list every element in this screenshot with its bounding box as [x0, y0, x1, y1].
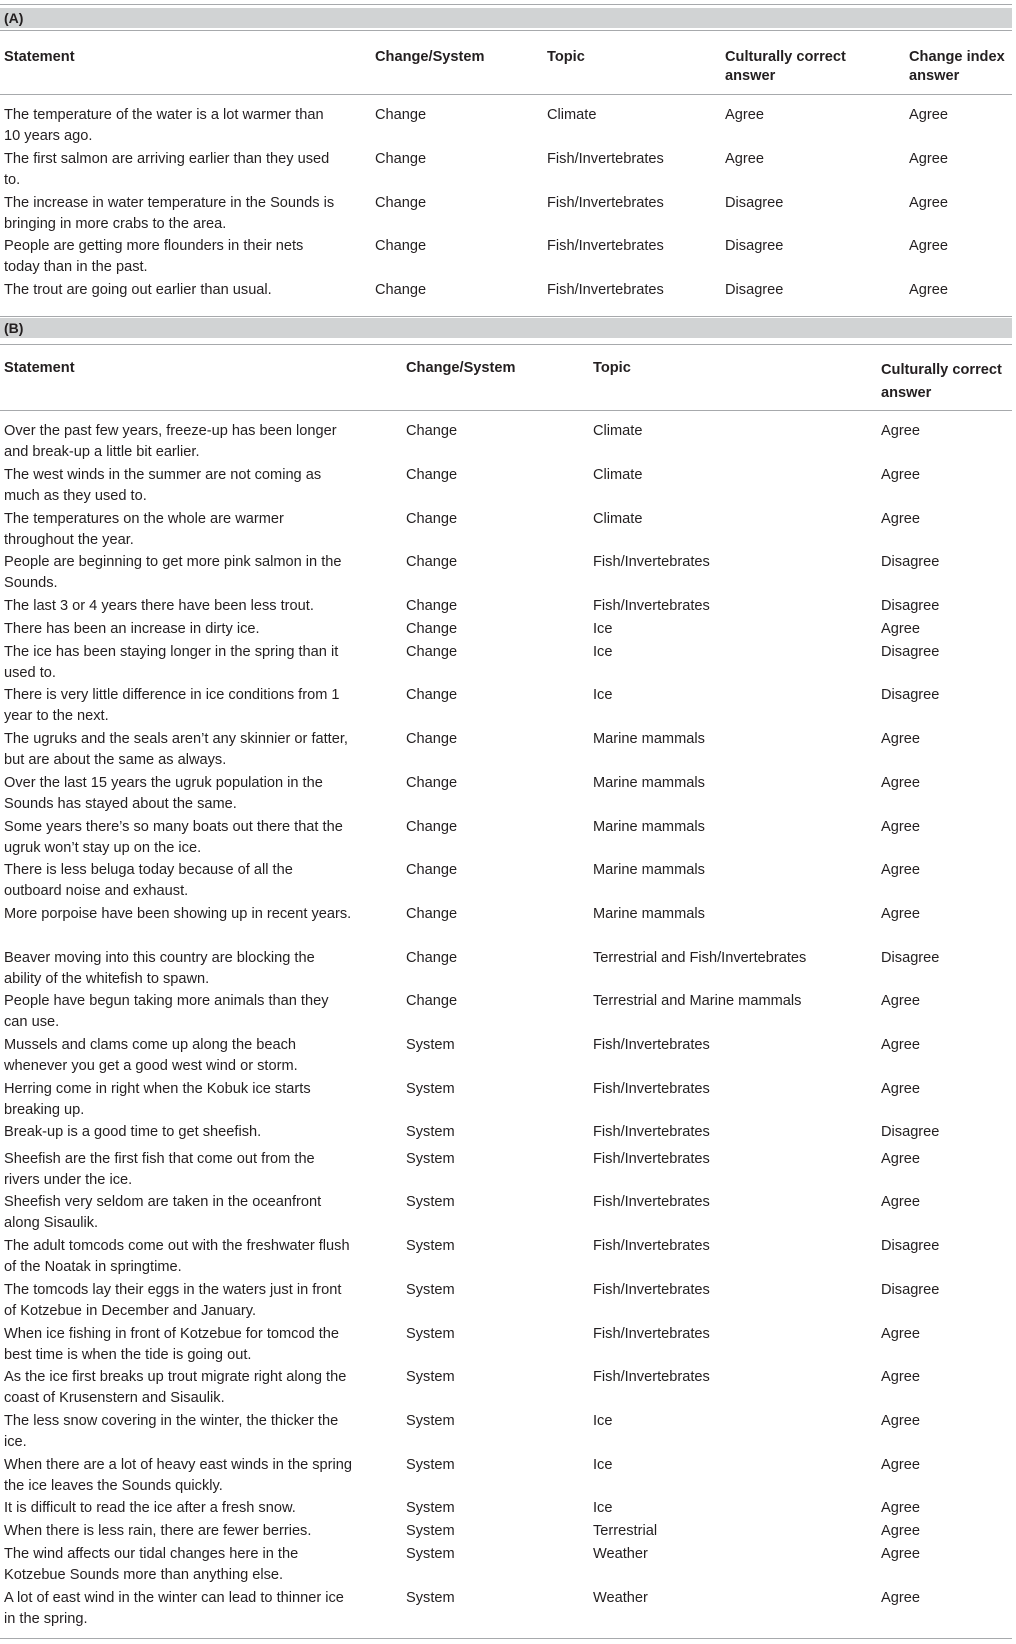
change-system-cell: Change — [375, 282, 427, 298]
topic-cell: Ice — [593, 621, 613, 637]
culturally-correct-cell: Agree — [881, 1326, 920, 1342]
culturally-correct-cell: Agree — [725, 151, 764, 167]
rule — [0, 94, 1012, 95]
rule — [0, 316, 1012, 317]
culturally-correct-cell: Agree — [881, 1037, 920, 1053]
topic-cell: Fish/Invertebrates — [593, 1369, 710, 1385]
statement-cell: The wind affects our tidal changes here in the Kotzebue Sounds more than anything else. — [4, 1546, 299, 1583]
culturally-correct-cell: Disagree — [881, 1124, 940, 1140]
statement-cell: People have begun taking more animals than they can use. — [4, 993, 329, 1030]
statement-cell: Sheefish very seldom are taken in the oceanfront along Sisaulik. — [4, 1194, 322, 1231]
change-system-cell: Change — [406, 687, 458, 703]
topic-cell: Ice — [593, 644, 613, 660]
culturally-correct-cell: Agree — [881, 862, 920, 878]
header-topic: Topic — [593, 360, 631, 376]
culturally-correct-cell: Agree — [881, 511, 920, 527]
statement-cell: The temperature of the water is a lot warmer than 10 years ago. — [4, 107, 324, 144]
culturally-correct-cell: Disagree — [881, 950, 940, 966]
statement-cell: When there is less rain, there are fewer berries. — [4, 1523, 312, 1539]
statement-cell: The ugruks and the seals aren’t any skinnier or fatter, but are about the same as always. — [4, 731, 348, 768]
change-system-cell: System — [406, 1457, 455, 1473]
header-change-system: Change/System — [406, 360, 516, 376]
topic-cell: Marine mammals — [593, 906, 705, 922]
culturally-correct-cell: Agree — [881, 1369, 920, 1385]
culturally-correct-cell: Disagree — [881, 687, 940, 703]
topic-cell: Ice — [593, 1413, 613, 1429]
statement-cell: As the ice first breaks up trout migrate right along the coast of Krusenstern and Sisaulik. — [4, 1369, 347, 1406]
culturally-correct-cell: Agree — [881, 1194, 920, 1210]
header-statement: Statement — [4, 49, 75, 65]
change-system-cell: System — [406, 1037, 455, 1053]
statement-cell: When ice fishing in front of Kotzebue for tomcod the best time is when the tide is going out. — [4, 1326, 340, 1363]
statement-cell: There has been an increase in dirty ice. — [4, 621, 260, 637]
header-change-index: Change index answer — [909, 49, 1005, 84]
topic-cell: Climate — [593, 511, 643, 527]
culturally-correct-cell: Agree — [881, 1457, 920, 1473]
topic-cell: Fish/Invertebrates — [547, 238, 664, 254]
statement-cell: The tomcods lay their eggs in the waters just in front of Kotzebue in December and January. — [4, 1282, 342, 1319]
topic-cell: Terrestrial and Marine mammals — [593, 993, 802, 1009]
culturally-correct-cell: Disagree — [725, 238, 784, 254]
change-system-cell: Change — [406, 993, 458, 1009]
topic-cell: Weather — [593, 1546, 648, 1562]
change-system-cell: Change — [406, 554, 458, 570]
topic-cell: Fish/Invertebrates — [593, 598, 710, 614]
statement-cell: Break-up is a good time to get sheefish. — [4, 1124, 262, 1140]
culturally-correct-cell: Disagree — [881, 598, 940, 614]
header-topic: Topic — [547, 49, 585, 65]
change-system-cell: Change — [375, 107, 427, 123]
culturally-correct-cell: Agree — [881, 1590, 920, 1606]
change-system-cell: System — [406, 1590, 455, 1606]
change-system-cell: Change — [406, 819, 458, 835]
rule — [0, 30, 1012, 31]
topic-cell: Fish/Invertebrates — [547, 195, 664, 211]
statement-cell: When there are a lot of heavy east winds in the spring the ice leaves the Sounds quickly. — [4, 1457, 353, 1494]
change-system-cell: Change — [406, 423, 458, 439]
statement-cell: It is difficult to read the ice after a fresh snow. — [4, 1500, 296, 1516]
topic-cell: Fish/Invertebrates — [593, 554, 710, 570]
header-statement: Statement — [4, 360, 75, 376]
section-a-label: (A) — [4, 10, 24, 26]
statement-cell: People are beginning to get more pink salmon in the Sounds. — [4, 554, 342, 591]
topic-cell: Fish/Invertebrates — [593, 1081, 710, 1097]
change-index-cell: Agree — [909, 238, 948, 254]
topic-cell: Marine mammals — [593, 819, 705, 835]
statement-cell: Beaver moving into this country are blocking the ability of the whitefish to spawn. — [4, 950, 315, 987]
culturally-correct-cell: Agree — [881, 775, 920, 791]
topic-cell: Climate — [547, 107, 597, 123]
rule — [0, 1638, 1012, 1639]
section-b-band — [0, 318, 1012, 338]
culturally-correct-cell: Agree — [881, 1523, 920, 1539]
statement-cell: Over the last 15 years the ugruk population in the Sounds has stayed about the same. — [4, 775, 323, 812]
change-system-cell: Change — [406, 644, 458, 660]
culturally-correct-cell: Agree — [725, 107, 764, 123]
culturally-correct-cell: Agree — [881, 1500, 920, 1516]
topic-cell: Climate — [593, 467, 643, 483]
culturally-correct-cell: Disagree — [725, 282, 784, 298]
change-system-cell: Change — [406, 467, 458, 483]
topic-cell: Ice — [593, 1457, 613, 1473]
topic-cell: Fish/Invertebrates — [593, 1282, 710, 1298]
statement-cell: There is less beluga today because of all the outboard noise and exhaust. — [4, 862, 293, 899]
statement-cell: The adult tomcods come out with the freshwater flush of the Noatak in springtime. — [4, 1238, 350, 1275]
change-system-cell: System — [406, 1124, 455, 1140]
culturally-correct-cell: Agree — [881, 819, 920, 835]
statement-cell: The less snow covering in the winter, the thicker the ice. — [4, 1413, 339, 1450]
statement-cell: The trout are going out earlier than usual. — [4, 282, 272, 298]
section-a-band — [0, 8, 1012, 28]
statement-cell: Some years there’s so many boats out there that the ugruk won’t stay up on the ice. — [4, 819, 343, 856]
culturally-correct-cell: Disagree — [881, 1238, 940, 1254]
topic-cell: Fish/Invertebrates — [547, 282, 664, 298]
topic-cell: Weather — [593, 1590, 648, 1606]
change-system-cell: Change — [375, 238, 427, 254]
topic-cell: Terrestrial and Fish/Invertebrates — [593, 950, 807, 966]
culturally-correct-cell: Agree — [881, 731, 920, 747]
change-system-cell: System — [406, 1151, 455, 1167]
topic-cell: Marine mammals — [593, 775, 705, 791]
statement-cell: Herring come in right when the Kobuk ice starts breaking up. — [4, 1081, 311, 1118]
change-system-cell: System — [406, 1413, 455, 1429]
rule — [0, 410, 1012, 411]
change-system-cell: Change — [406, 621, 458, 637]
change-system-cell: System — [406, 1194, 455, 1210]
change-system-cell: System — [406, 1500, 455, 1516]
statement-cell: The first salmon are arriving earlier than they used to. — [4, 151, 330, 188]
change-system-cell: System — [406, 1081, 455, 1097]
change-index-cell: Agree — [909, 107, 948, 123]
header-culturally-correct: Culturally correct answer — [725, 49, 846, 84]
statement-cell: There is very little difference in ice conditions from 1 year to the next. — [4, 687, 340, 724]
culturally-correct-cell: Disagree — [881, 554, 940, 570]
change-system-cell: Change — [406, 775, 458, 791]
change-system-cell: Change — [406, 731, 458, 747]
topic-cell: Fish/Invertebrates — [593, 1326, 710, 1342]
change-system-cell: Change — [406, 950, 458, 966]
statement-cell: Mussels and clams come up along the beach whenever you get a good west wind or storm. — [4, 1037, 298, 1074]
change-system-cell: System — [406, 1326, 455, 1342]
culturally-correct-cell: Disagree — [881, 644, 940, 660]
topic-cell: Ice — [593, 687, 613, 703]
statement-cell: A lot of east wind in the winter can lead to thinner ice in the spring. — [4, 1590, 344, 1627]
header-change-system: Change/System — [375, 49, 485, 65]
topic-cell: Fish/Invertebrates — [593, 1194, 710, 1210]
culturally-correct-cell: Disagree — [881, 1282, 940, 1298]
topic-cell: Fish/Invertebrates — [593, 1037, 710, 1053]
topic-cell: Ice — [593, 1500, 613, 1516]
rule — [0, 344, 1012, 345]
change-system-cell: System — [406, 1282, 455, 1298]
change-system-cell: System — [406, 1523, 455, 1539]
statement-cell: The west winds in the summer are not coming as much as they used to. — [4, 467, 322, 504]
change-system-cell: Change — [406, 511, 458, 527]
change-system-cell: System — [406, 1369, 455, 1385]
topic-cell: Climate — [593, 423, 643, 439]
statement-cell: Over the past few years, freeze-up has been longer and break-up a little bit earlier. — [4, 423, 337, 460]
statement-cell: Sheefish are the first fish that come out from the rivers under the ice. — [4, 1151, 315, 1188]
change-system-cell: Change — [406, 862, 458, 878]
statement-cell: People are getting more flounders in their nets today than in the past. — [4, 238, 304, 275]
section-b-label: (B) — [4, 320, 24, 336]
change-index-cell: Agree — [909, 195, 948, 211]
statement-cell: The increase in water temperature in the Sounds is bringing in more crabs to the area. — [4, 195, 335, 232]
change-index-cell: Agree — [909, 282, 948, 298]
topic-cell: Marine mammals — [593, 862, 705, 878]
culturally-correct-cell: Disagree — [725, 195, 784, 211]
topic-cell: Fish/Invertebrates — [593, 1151, 710, 1167]
statement-cell: More porpoise have been showing up in recent years. — [4, 906, 352, 922]
topic-cell: Terrestrial — [593, 1523, 658, 1539]
change-system-cell: Change — [375, 195, 427, 211]
statement-cell: The ice has been staying longer in the spring than it used to. — [4, 644, 339, 681]
rule — [0, 4, 1012, 5]
culturally-correct-cell: Agree — [881, 1081, 920, 1097]
topic-cell: Fish/Invertebrates — [547, 151, 664, 167]
culturally-correct-cell: Agree — [881, 423, 920, 439]
culturally-correct-cell: Agree — [881, 621, 920, 637]
culturally-correct-cell: Agree — [881, 1151, 920, 1167]
statement-cell: The temperatures on the whole are warmer throughout the year. — [4, 511, 284, 548]
change-system-cell: Change — [406, 906, 458, 922]
header-culturally-correct: Culturally correct answer — [881, 362, 1002, 401]
culturally-correct-cell: Agree — [881, 906, 920, 922]
change-system-cell: Change — [375, 151, 427, 167]
statement-cell: The last 3 or 4 years there have been less trout. — [4, 598, 314, 614]
topic-cell: Fish/Invertebrates — [593, 1124, 710, 1140]
topic-cell: Marine mammals — [593, 731, 705, 747]
change-system-cell: System — [406, 1238, 455, 1254]
topic-cell: Fish/Invertebrates — [593, 1238, 710, 1254]
culturally-correct-cell: Agree — [881, 1413, 920, 1429]
change-system-cell: System — [406, 1546, 455, 1562]
change-index-cell: Agree — [909, 151, 948, 167]
culturally-correct-cell: Agree — [881, 993, 920, 1009]
change-system-cell: Change — [406, 598, 458, 614]
culturally-correct-cell: Agree — [881, 467, 920, 483]
culturally-correct-cell: Agree — [881, 1546, 920, 1562]
